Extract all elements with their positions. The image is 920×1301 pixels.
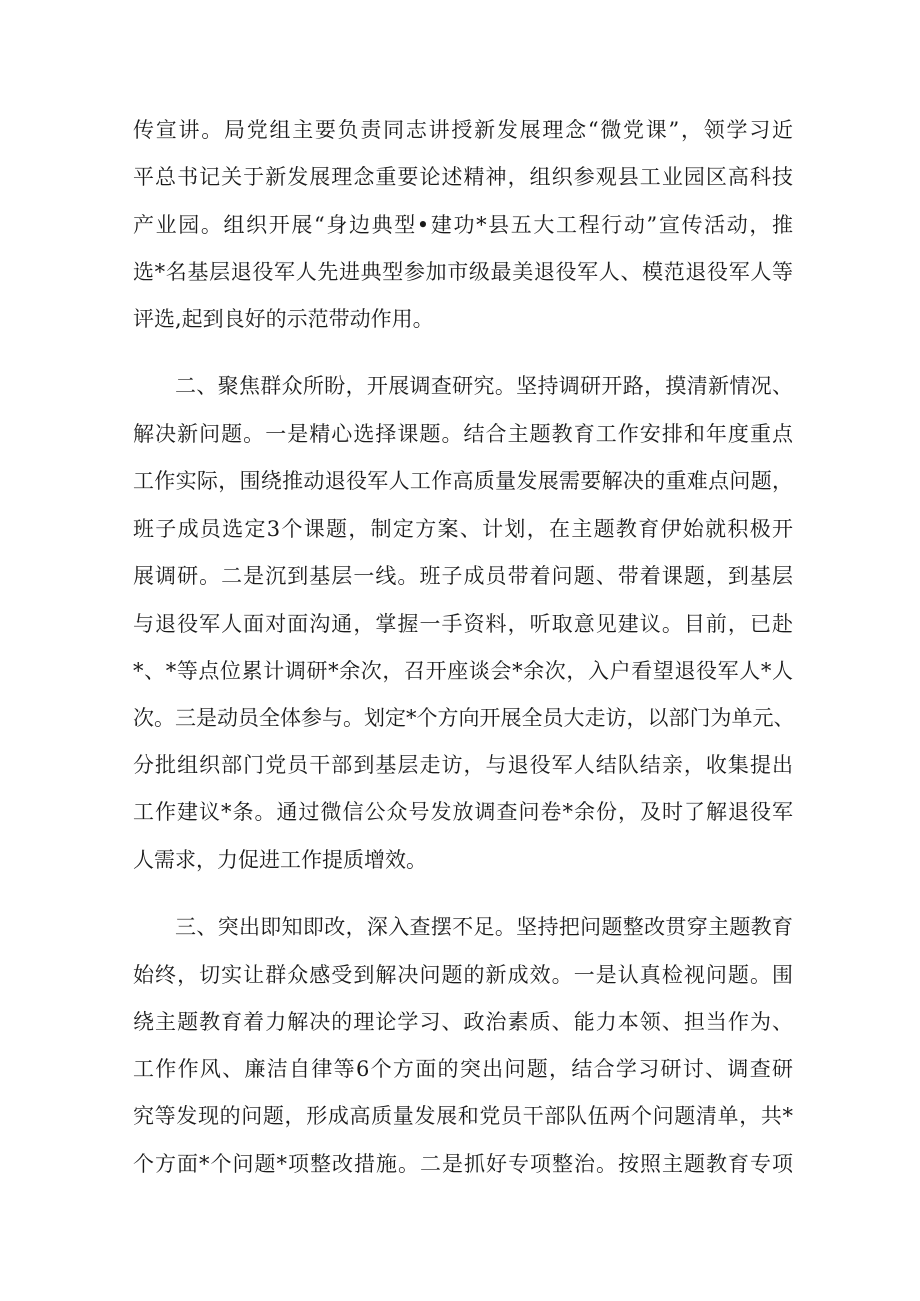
paragraph-3-line-1: 三、突出即知即改，深入查摆不足。坚持把问题整改贯穿主题教育 — [175, 915, 793, 939]
paragraph-2-line-6: 与退役军人面对面沟通，掌握一手资料，听取意见建议。目前，已赴 — [133, 612, 793, 636]
paragraph-3-line-4: 工作作风、廉洁自律等6个方面的突出问题，结合学习研讨、调查研 — [133, 1057, 793, 1081]
paragraph-2-line-2: 解决新问题。一是精心选择课题。结合主题教育工作安排和年度重点 — [133, 422, 793, 446]
paragraph-1-line-4: 选*名基层退役军人先进典型参加市级最美退役军人、模范退役军人等 — [133, 260, 793, 284]
paragraph-1-line-3: 产业园。组织开展“身边典型•建功*县五大工程行动”宣传活动，推 — [133, 213, 793, 237]
paragraph-2-line-8: 次。三是动员全体参与。划定*个方向开展全员大走访，以部门为单元、 — [133, 706, 795, 730]
paragraph-2-line-11: 人需求，力促进工作提质增效。 — [133, 848, 427, 872]
paragraph-2-line-5: 展调研。二是沉到基层一线。班子成员带着问题、带着课题，到基层 — [133, 564, 793, 588]
paragraph-1-line-2: 平总书记关于新发展理念重要论述精神，组织参观县工业园区高科技 — [133, 165, 793, 189]
paragraph-3-line-6: 个方面*个问题*项整改措施。二是抓好专项整治。按照主题教育专项 — [133, 1152, 793, 1176]
paragraph-3-line-3: 绕主题教育着力解决的理论学习、政治素质、能力本领、担当作为、 — [133, 1010, 793, 1034]
paragraph-1-line-5: 评选,起到良好的示范带动作用。 — [133, 307, 434, 331]
paragraph-2-line-10: 工作建议*条。通过微信公众号发放调查问卷*余份，及时了解退役军 — [133, 800, 793, 824]
paragraph-1-line-1: 传宣讲。局党组主要负责同志讲授新发展理念“微党课”，领学习近 — [133, 118, 793, 142]
paragraph-2-line-3: 工作实际，围绕推动退役军人工作高质量发展需要解决的重难点问题， — [133, 469, 793, 493]
paragraph-2-line-9: 分批组织部门党员干部到基层走访，与退役军人结队结亲，收集提出 — [133, 753, 793, 777]
paragraph-2-line-4: 班子成员选定3个课题，制定方案、计划，在主题教育伊始就积极开 — [133, 517, 793, 541]
paragraph-3-line-2: 始终，切实让群众感受到解决问题的新成效。一是认真检视问题。围 — [133, 963, 793, 987]
paragraph-2-line-7: *、*等点位累计调研*余次，召开座谈会*余次，入户看望退役军人*人 — [133, 659, 793, 683]
paragraph-2-line-1: 二、聚焦群众所盼，开展调查研究。坚持调研开路，摸清新情况、 — [175, 374, 793, 398]
paragraph-3-line-5: 究等发现的问题，形成高质量发展和党员干部队伍两个问题清单，共* — [133, 1104, 793, 1128]
